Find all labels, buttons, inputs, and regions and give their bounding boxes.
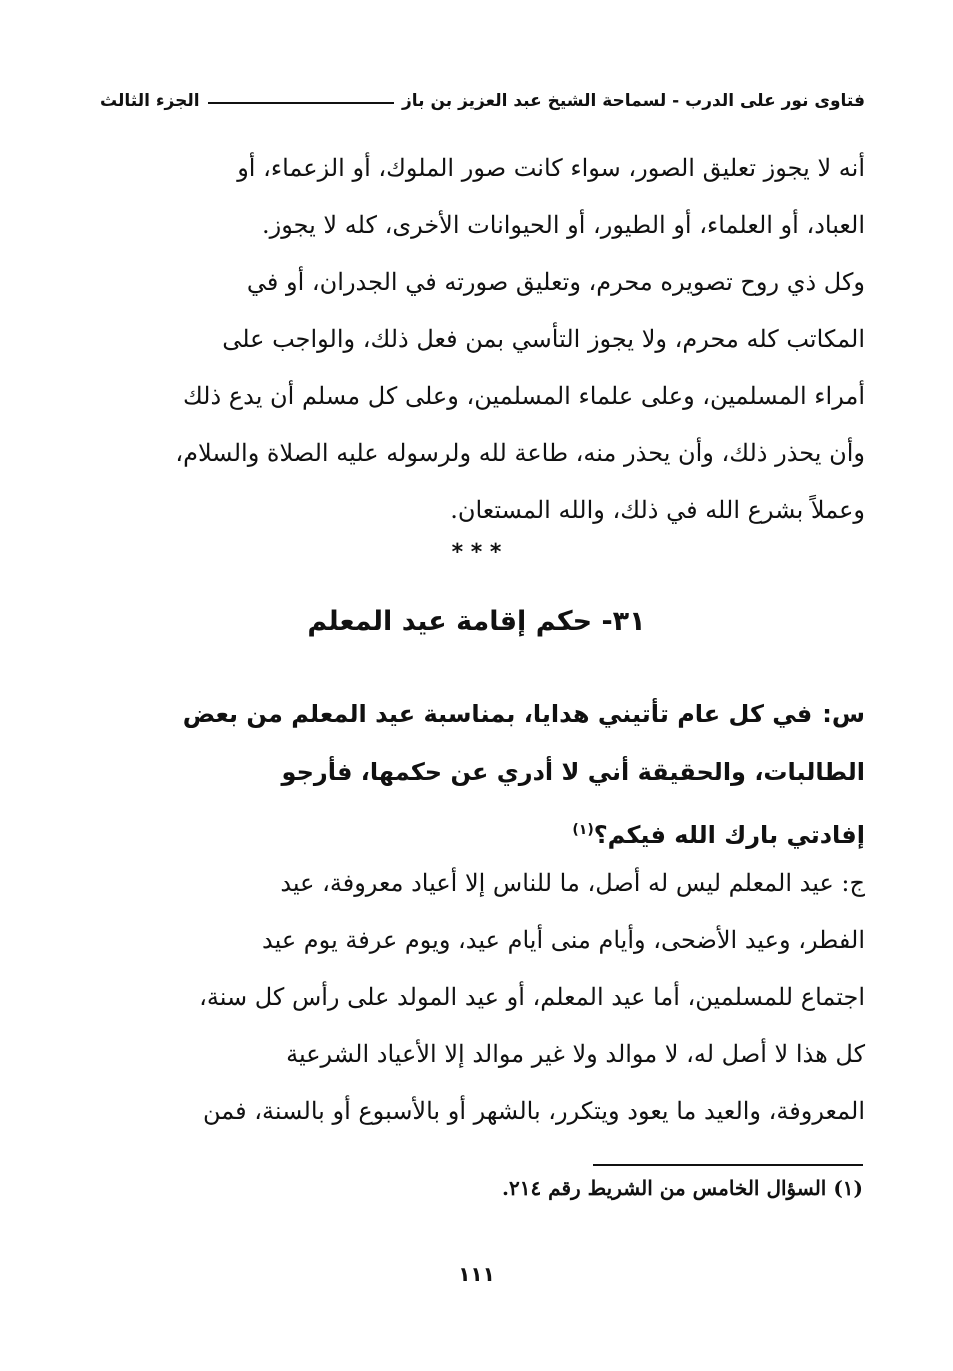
footnote-reference: (١)	[572, 822, 594, 838]
text-line: وعملاً بشرع الله في ذلك، والله المستعان.	[450, 496, 865, 524]
footnote-divider	[593, 1164, 863, 1166]
text-line: المكاتب كله محرم، ولا يجوز التأسي بمن فعل ذلك، والواجب على	[222, 325, 865, 353]
text-line: كل هذا لا أصل له، لا موالد ولا غير موالد إلا الأعياد الشرعية	[286, 1040, 865, 1068]
text-line: الفطر، وعيد الأضحى، وأيام منى أيام عيد، ويوم عرفة يوم عيد	[262, 926, 865, 954]
header-book-title: فتاوى نور على الدرب - لسماحة الشيخ عبد العزيز بن باز	[402, 91, 865, 111]
page-number: ١١١	[458, 1262, 495, 1286]
footnote: (١) السؤال الخامس من الشريط رقم ٢١٤.	[502, 1176, 863, 1200]
question-label: س:	[822, 700, 865, 728]
question-line-2: الطالبات، والحقيقة أني لا أدري عن حكمها، فأرجو	[281, 758, 865, 786]
section-title: ٣١- حكم إقامة عيد المعلم	[307, 606, 646, 637]
text-line: المعروفة، والعيد ما يعود ويتكرر، بالشهر أو بالأسبوع أو بالسنة، فمن	[203, 1097, 865, 1125]
question-text: إفادتي بارك الله فيكم؟	[593, 821, 865, 849]
running-header	[100, 84, 865, 119]
paragraph-1	[100, 140, 865, 539]
text-line: وكل ذي روح تصويره محرم، وتعليق صورته في الجدران، أو في	[246, 268, 865, 296]
text-line: العباد، أو العلماء، أو الطيور، أو الحيوانات الأخرى، كله لا يجوز.	[261, 211, 865, 239]
text-line: اجتماع للمسلمين، أما عيد المعلم، أو عيد المولد على رأس كل سنة،	[199, 983, 865, 1011]
text-line: أنه لا يجوز تعليق الصور، سواء كانت صور الملوك، أو الزعماء، أو	[237, 154, 865, 182]
question-text: في كل عام تأتيني هدايا، بمناسبة عيد المعلم من بعض	[182, 700, 813, 728]
question-line-1	[130, 685, 865, 743]
header-rule	[208, 102, 394, 104]
text-line: ج: عيد المعلم ليس له أصل، ما للناس إلا أعياد معروفة، عيد	[280, 869, 865, 897]
text-line: أمراء المسلمين، وعلى علماء المسلمين، وعلى كل مسلم أن يدع ذلك	[182, 382, 865, 410]
text-line: وأن يحذر ذلك، وأن يحذر منه، طاعة لله ولرسوله عليه الصلاة والسلام،	[175, 439, 865, 467]
question-block	[130, 685, 865, 864]
answer-paragraph	[100, 855, 865, 1140]
header-volume: الجزء الثالث	[100, 91, 200, 111]
section-separator: * * *	[451, 540, 502, 565]
